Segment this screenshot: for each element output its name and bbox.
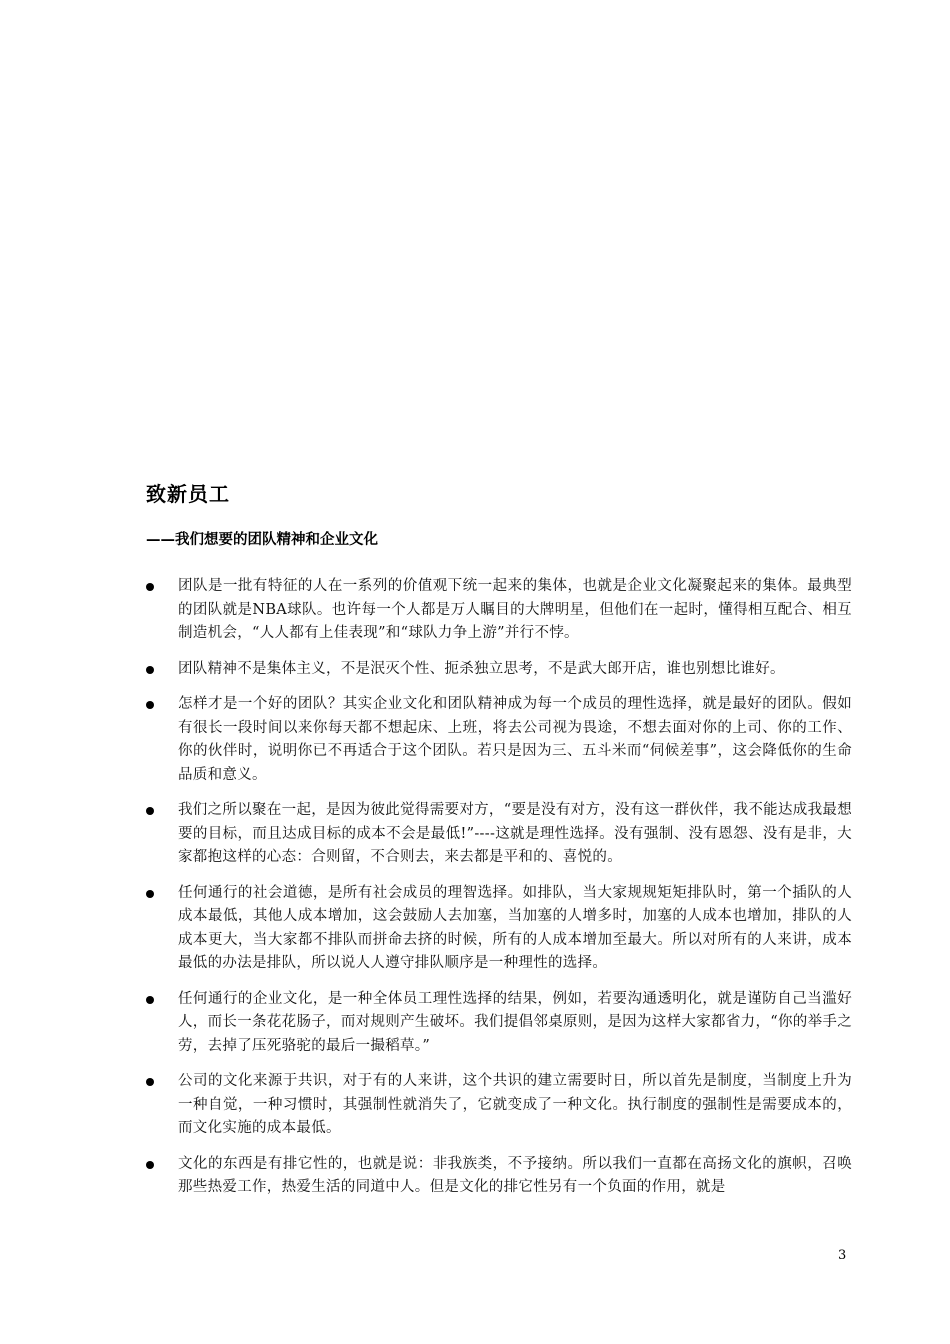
page-subtitle: ——我们想要的团队精神和企业文化 bbox=[146, 532, 378, 548]
bullet-dot-icon bbox=[146, 701, 154, 709]
paragraph-text: 任何通行的社会道德，是所有社会成员的理智选择。如排队，当大家规规矩矩排队时，第一个插队的人成本最低，其他人成本增加，这会鼓励人去加塞，当加塞的人增多时，加塞的人成本也增加，排队的人成本更大，当大家都不排队而拼命去挤的时候，所有的人成本增加至最大。所以对所有的人来讲，成本最低的办法是排队，所以说人人遵守排队顺序是一种理性的选择。 bbox=[178, 884, 852, 971]
bullet-dot-icon bbox=[146, 1078, 154, 1086]
paragraph-text: 公司的文化来源于共识，对于有的人来讲，这个共识的建立需要时日，所以首先是制度，当制度上升为一种自觉，一种习惯时，其强制性就消失了，它就变成了一种文化。执行制度的强制性是需要成本的，而文化实施的成本最低。 bbox=[178, 1073, 852, 1136]
paragraph-text: 文化的东西是有排它性的，也就是说：非我族类，不予接纳。所以我们一直都在高扬文化的旗帜，召唤那些热爱工作，热爱生活的同道中人。但是文化的排它性另有一个负面的作用，就是 bbox=[178, 1155, 852, 1195]
bullet-dot-icon bbox=[146, 666, 154, 674]
bullet-dot-icon bbox=[146, 807, 154, 815]
page-title: 致新员工 bbox=[146, 482, 230, 506]
bullet-dot-icon bbox=[146, 890, 154, 898]
page-number: 3 bbox=[838, 1248, 847, 1263]
bullet-dot-icon bbox=[146, 583, 154, 591]
paragraph-text: 团队是一批有特征的人在一系列的价值观下统一起来的集体，也就是企业文化凝聚起来的集体。最典型的团队就是NBA球队。也许每一个人都是万人瞩目的大牌明星，但他们在一起时，懂得相互配合、相互制造机会，“人人都有上佳表现”和“球队力争上游”并行不悖。 bbox=[178, 578, 852, 641]
bullet-list bbox=[146, 575, 852, 1212]
list-item bbox=[146, 1153, 852, 1200]
bullet-dot-icon bbox=[146, 996, 154, 1004]
list-item bbox=[146, 693, 852, 787]
list-item bbox=[146, 1070, 852, 1141]
list-item bbox=[146, 882, 852, 976]
list-item bbox=[146, 575, 852, 646]
paragraph-text: 怎样才是一个好的团队？其实企业文化和团队精神成为每一个成员的理性选择，就是最好的团队。假如有很长一段时间以来你每天都不想起床、上班，将去公司视为畏途，不想去面对你的上司、你的工作、你的伙伴时，说明你已不再适合于这个团队。若只是因为三、五斗米而“伺候差事”，这会降低你的生命品质和意义。 bbox=[178, 696, 852, 783]
paragraph-text: 我们之所以聚在一起，是因为彼此觉得需要对方，“要是没有对方，没有这一群伙伴，我不能达成我最想要的目标，而且达成目标的成本不会是最低!”----这就是理性选择。没有强制、没有恩怨、没有是非，大家都抱这样的心态：合则留，不合则去，来去都是平和的、喜悦的。 bbox=[178, 802, 852, 865]
paragraph-text: 任何通行的企业文化，是一种全体员工理性选择的结果，例如，若要沟通透明化，就是谨防自己当滥好人，而长一条花花肠子，而对规则产生破坏。我们提倡邻桌原则，是因为这样大家都省力，“你的举手之劳，去掉了压死骆驼的最后一撮稻草。” bbox=[178, 990, 852, 1054]
paragraph-text: 团队精神不是集体主义，不是泯灭个性、扼杀独立思考，不是武大郎开店，谁也别想比谁好。 bbox=[178, 660, 785, 677]
list-item bbox=[146, 658, 852, 682]
bullet-dot-icon bbox=[146, 1161, 154, 1169]
list-item bbox=[146, 799, 852, 870]
list-item bbox=[146, 988, 852, 1059]
